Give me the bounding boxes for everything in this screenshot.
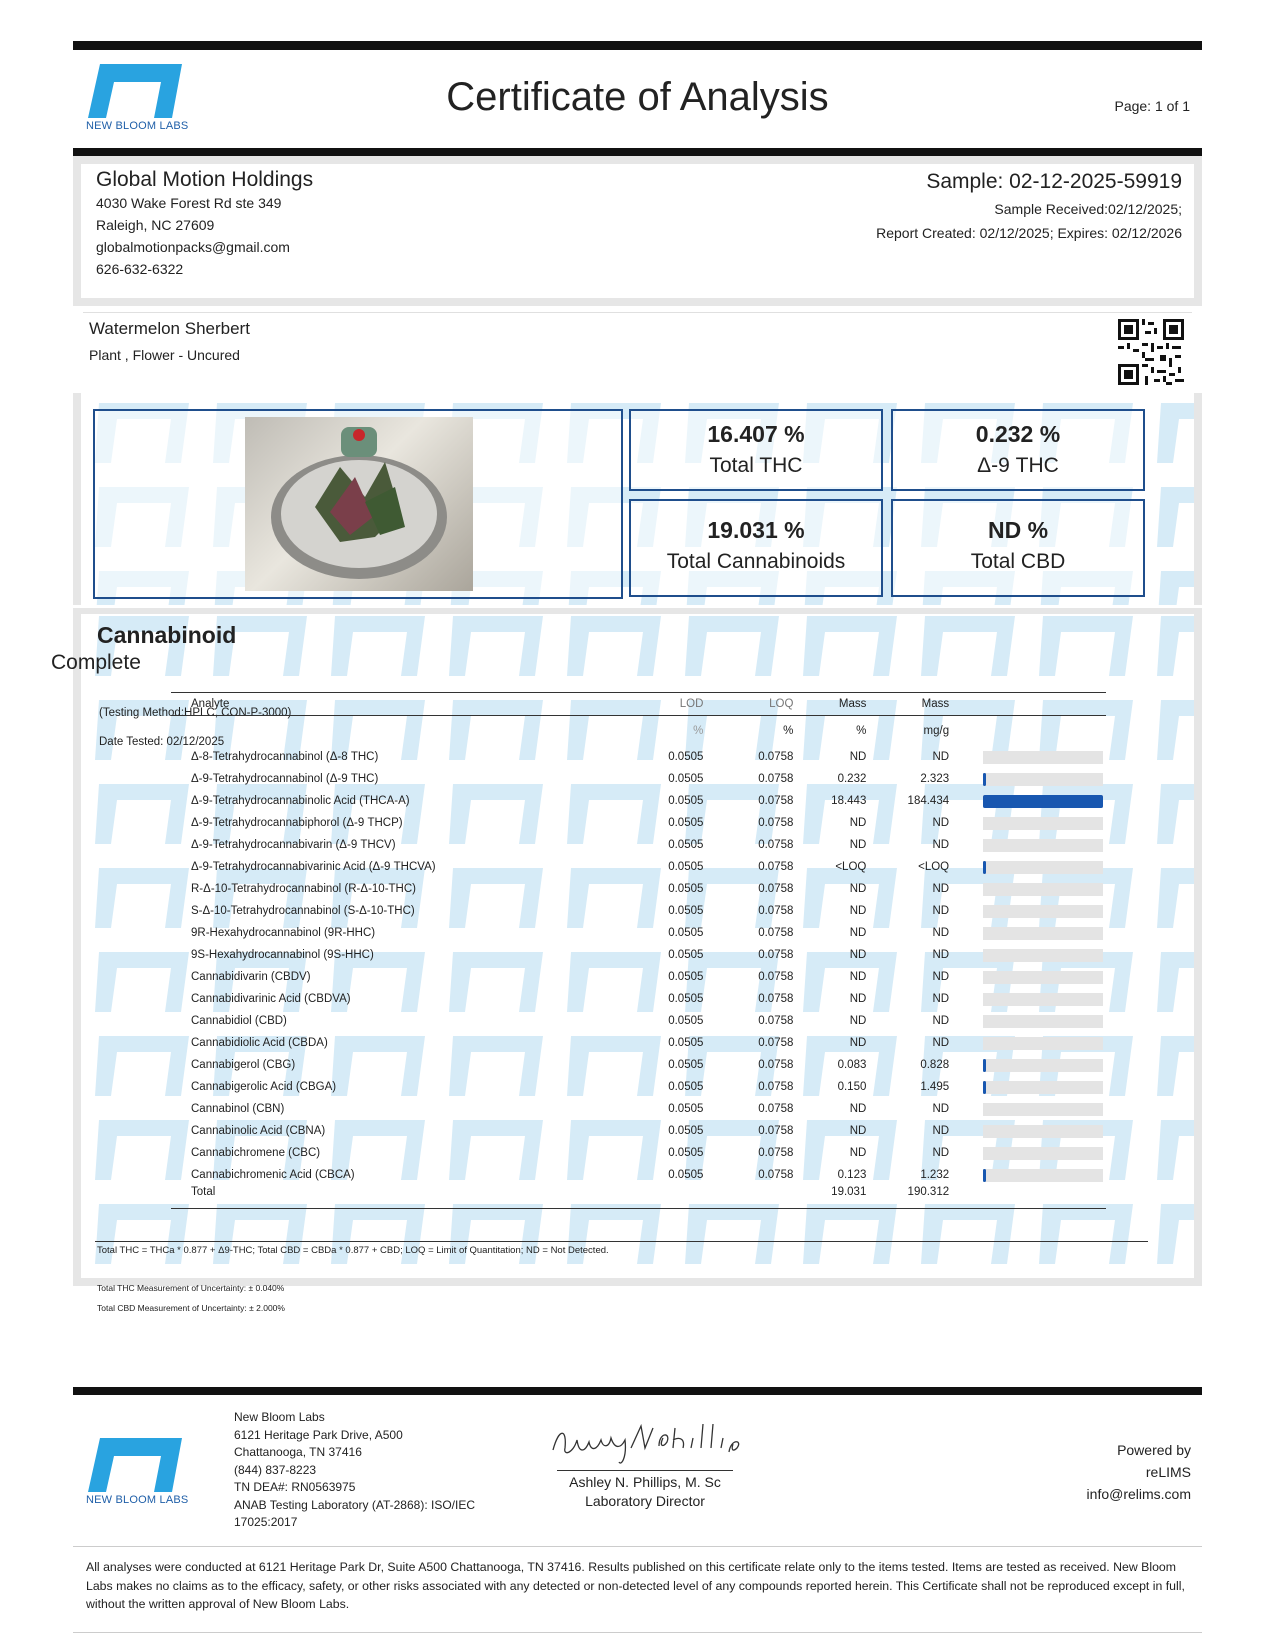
mass-pct-value: ND [849,1015,867,1027]
product-panel [83,312,1192,391]
level-bar-cell [949,1054,1106,1076]
client-phone: 626-632-6322 [96,261,184,277]
level-bar [983,861,1103,874]
table-row [171,1032,1106,1054]
page-title: Certificate of Analysis [446,75,829,119]
level-bar [983,1147,1103,1160]
level-bar [983,1103,1103,1116]
product-type: Plant , Flower - Uncured [89,347,240,363]
table-row [171,900,1106,922]
loq-value: 0.0758 [758,839,794,851]
mass-pct-value: ND [849,1103,867,1115]
col-lod: LOD [679,698,704,710]
uncertainty-cbd: Total CBD Measurement of Uncertainty: ± 2.000% [97,1303,285,1313]
analyte-name: Cannabigerol (CBG) [191,1059,296,1071]
lod-value: 0.0505 [668,861,704,873]
lod-value: 0.0505 [668,949,704,961]
uncertainty-thc: Total THC Measurement of Uncertainty: ± 0.040% [97,1283,285,1293]
table-header-row [171,693,1106,716]
loq-value: 0.0758 [758,1015,794,1027]
mass-pct-value: 0.083 [837,1059,867,1071]
analyte-name: Cannabichromene (CBC) [191,1147,321,1159]
lod-value: 0.0505 [668,905,704,917]
lod-value: 0.0505 [668,751,704,763]
mass-mg-value: ND [932,927,950,939]
analyte-name: Cannabinol (CBN) [191,1103,285,1115]
lod-value: 0.0505 [668,795,704,807]
mass-mg-value: 184.434 [907,795,950,807]
table-row [171,790,1106,812]
lab-line: 6121 Heritage Park Drive, A500 [234,1427,403,1442]
table-row [171,746,1106,768]
d9-thc-value: 0.232 % [975,421,1061,447]
client-card [81,164,1194,298]
client-name: Global Motion Holdings [96,168,314,191]
level-bar [983,817,1103,830]
level-bar-cell [949,966,1106,988]
signature-image [545,1418,745,1468]
mass-pct-value: ND [849,971,867,983]
level-bar-fill [983,773,986,786]
lod-value: 0.0505 [668,1103,704,1115]
signatory-name: Ashley N. Phillips, M. Sc [569,1474,721,1490]
analyte-name: 9R-Hexahydrocannabinol (9R-HHC) [191,927,376,939]
level-bar [983,905,1103,918]
unit-lod: % [693,725,704,737]
table-total-row [171,1186,1106,1209]
footnote: Total THC = THCa * 0.877 + Δ9-THC; Total CBD = CBDa * 0.877 + CBD; LOQ = Limit of Quantitation; ND = Not Detected. [97,1245,609,1256]
lab-address [234,1409,475,1532]
loq-value: 0.0758 [758,1169,794,1181]
mass-pct-value: 18.443 [831,795,867,807]
table-row [171,1164,1106,1186]
mass-mg-value: ND [932,949,950,961]
client-address2: Raleigh, NC 27609 [96,217,215,233]
mass-mg-value: ND [932,1037,950,1049]
col-loq: LOQ [769,698,794,710]
section-status: Complete [51,651,141,674]
client-email: globalmotionpacks@gmail.com [96,239,290,255]
level-bar [983,1037,1103,1050]
lod-value: 0.0505 [668,839,704,851]
lod-value: 0.0505 [668,1059,704,1071]
mass-mg-value: 0.828 [920,1059,950,1071]
cannabinoid-table [171,692,1106,1209]
analyte-name: S-Δ-10-Tetrahydrocannabinol (S-Δ-10-THC) [191,905,415,917]
level-bar-cell [949,1142,1106,1164]
table-row [171,988,1106,1010]
qr-code-icon [1118,319,1184,385]
level-bar [983,795,1103,808]
level-bar-cell [949,856,1106,878]
date-tested: Date Tested: 02/12/2025 [99,736,225,748]
level-bar-fill [983,1081,986,1094]
table-row [171,812,1106,834]
loq-value: 0.0758 [758,971,794,983]
total-cannabinoids-value: 19.031 % [707,517,805,543]
mass-mg-value: 1.232 [920,1169,950,1181]
lod-value: 0.0505 [668,1125,704,1137]
loq-value: 0.0758 [758,905,794,917]
loq-value: 0.0758 [758,993,794,1005]
total-cbd-box [891,499,1145,597]
sample-received: Sample Received:02/12/2025; [994,201,1182,217]
mass-pct-value: ND [849,949,867,961]
mass-mg-value: ND [932,1125,950,1137]
level-bar [983,1169,1103,1182]
lab-line: ANAB Testing Laboratory (AT-2868): ISO/IEC [234,1497,475,1512]
lab-line: TN DEA#: RN0563975 [234,1480,356,1494]
level-bar-fill [983,795,1103,808]
mass-pct-value: ND [849,751,867,763]
total-cbd-value: ND % [987,517,1049,543]
mass-pct-value: <LOQ [835,861,867,873]
unit-bar [949,716,1106,747]
level-bar-cell [949,900,1106,922]
mass-mg-value: ND [932,817,950,829]
mass-pct-value: ND [849,839,867,851]
lod-value: 0.0505 [668,773,704,785]
loq-value: 0.0758 [758,883,794,895]
col-bar [949,693,1106,716]
client-panel [73,156,1202,306]
analyte-name: Δ-9-Tetrahydrocannabiphorol (Δ-9 THCP) [191,817,403,829]
table-row [171,878,1106,900]
loq-value: 0.0758 [758,927,794,939]
disclaimer-rule [73,1546,1202,1547]
mass-mg-value: ND [932,839,950,851]
sample-photo-frame [93,409,623,599]
mass-mg-value: ND [932,1015,950,1027]
loq-value: 0.0758 [758,817,794,829]
analyte-name: R-Δ-10-Tetrahydrocannabinol (R-Δ-10-THC) [191,883,416,895]
mass-pct-value: ND [849,927,867,939]
level-bar [983,1015,1103,1028]
unit-mass-mg: mg/g [923,725,950,737]
loq-value: 0.0758 [758,861,794,873]
loq-value: 0.0758 [758,773,794,785]
lab-line: Chattanooga, TN 37416 [234,1445,362,1459]
mass-pct-value: 0.150 [837,1081,867,1093]
level-bar [983,883,1103,896]
total-thc-value: 16.407 % [707,421,805,447]
table-row [171,1010,1106,1032]
level-bar-cell [949,746,1106,768]
col-mass-mg: Mass [921,698,950,710]
footer-logo [86,1438,206,1506]
col-mass-pct: Mass [838,698,867,710]
logo-text: NEW BLOOM LABS [86,120,189,132]
level-bar-cell [949,944,1106,966]
loq-value: 0.0758 [758,795,794,807]
mass-mg-value: ND [932,751,950,763]
level-bar [983,971,1103,984]
section-heading: Cannabinoid [97,622,237,648]
disclaimer: All analyses were conducted at 6121 Heritage Park Dr, Suite A500 Chattanooga, TN 37416. Results published on this certificate relate only to the items tested. Items are tested as received. New Bloom Labs makes no claims as to the efficacy, safety, or other risks associated with any detected or non-detected level of any compounds reported herein. This Certificate shall not be reproduced except in full, without the written approval of New Bloom Labs. [86,1560,1185,1611]
level-bar [983,1081,1103,1094]
mass-mg-value: ND [932,993,950,1005]
mass-mg-value: ND [932,1103,950,1115]
logo-text: NEW BLOOM LABS [86,1494,189,1506]
mass-mg-value: ND [932,883,950,895]
mass-pct-value: 0.232 [837,773,867,785]
loq-value: 0.0758 [758,1059,794,1071]
analyte-name: Cannabichromenic Acid (CBCA) [191,1169,355,1181]
level-bar-cell [949,1098,1106,1120]
sample-photo [245,417,473,591]
analyte-name: Cannabidiol (CBD) [191,1015,287,1027]
mass-pct-value: ND [849,1147,867,1159]
analyte-name: Cannabidivarinic Acid (CBDVA) [191,993,351,1005]
d9-thc-label: Δ-9 THC [977,454,1059,477]
lod-value: 0.0505 [668,1015,704,1027]
unit-loq: % [783,725,794,737]
powered-by-email[interactable]: info@relims.com [1086,1486,1191,1502]
level-bar-cell [949,1010,1106,1032]
analyte-name: 9S-Hexahydrocannabinol (9S-HHC) [191,949,374,961]
level-bar [983,949,1103,962]
level-bar-cell [949,1164,1106,1186]
table-units-row [171,716,1106,747]
lod-value: 0.0505 [668,1147,704,1159]
total-thc-box [629,409,883,491]
table-row [171,1076,1106,1098]
total-mass-pct: 19.031 [831,1186,867,1198]
lab-line: 17025:2017 [234,1515,298,1529]
summary-panel [73,393,1202,605]
analyte-name: Cannabinolic Acid (CBNA) [191,1125,326,1137]
lod-value: 0.0505 [668,1037,704,1049]
col-analyte: Analyte [191,698,230,710]
table-row [171,768,1106,790]
mass-pct-value: ND [849,1037,867,1049]
level-bar [983,773,1103,786]
loq-value: 0.0758 [758,751,794,763]
total-thc-label: Total THC [709,454,803,477]
loq-value: 0.0758 [758,1081,794,1093]
signatory-title: Laboratory Director [585,1493,705,1509]
level-bar [983,927,1103,940]
total-lod [635,1186,703,1209]
level-bar [983,1125,1103,1138]
analyte-name: Cannabidiolic Acid (CBDA) [191,1037,328,1049]
lod-value: 0.0505 [668,1169,704,1181]
testing-method: (Testing Method:HPLC, CON-P-3000) [99,707,292,719]
analyte-name: Δ-9-Tetrahydrocannabivarinic Acid (Δ-9 THCVA) [191,861,436,873]
loq-value: 0.0758 [758,1147,794,1159]
page-number: Page: 1 of 1 [1114,98,1190,114]
level-bar-cell [949,1032,1106,1054]
mass-mg-value: ND [932,971,950,983]
analyte-name: Cannabigerolic Acid (CBGA) [191,1081,337,1093]
table-row [171,1054,1106,1076]
total-cannabinoids-box [629,499,883,597]
mass-pct-value: ND [849,1125,867,1137]
table-row [171,944,1106,966]
d9-thc-box [891,409,1145,491]
level-bar-cell [949,1076,1106,1098]
analyte-name: Cannabidivarin (CBDV) [191,971,311,983]
report-dates: Report Created: 02/12/2025; Expires: 02/12/2026 [876,225,1182,241]
powered-by [1087,1439,1191,1505]
top-rule [73,41,1202,50]
mass-pct-value: ND [849,817,867,829]
mass-mg-value: <LOQ [918,861,950,873]
level-bar-fill [983,1059,986,1072]
mass-pct-value: ND [849,993,867,1005]
cannabinoid-panel [51,608,1202,1313]
signature-block [545,1418,745,1509]
mass-pct-value: 0.123 [837,1169,867,1181]
bottom-rule [73,1632,1202,1633]
unit-analyte [171,716,635,747]
lod-value: 0.0505 [668,927,704,939]
total-cannabinoids-label: Total Cannabinoids [666,550,846,573]
powered-by-brand: reLIMS [1145,1464,1191,1480]
lab-line: (844) 837-8223 [234,1462,317,1477]
total-loq [703,1186,793,1209]
lod-value: 0.0505 [668,817,704,829]
table-body [171,746,1106,1186]
table-row [171,834,1106,856]
level-bar-cell [949,878,1106,900]
sample-id: Sample: 02-12-2025-59919 [926,170,1182,193]
analyte-name: Δ-8-Tetrahydrocannabinol (Δ-8 THC) [191,751,379,763]
lod-value: 0.0505 [668,971,704,983]
table-row [171,1120,1106,1142]
loq-value: 0.0758 [758,1125,794,1137]
footer-rule [73,1387,1202,1395]
level-bar [983,839,1103,852]
analyte-name: Δ-9-Tetrahydrocannabinol (Δ-9 THC) [191,773,379,785]
level-bar-cell [949,922,1106,944]
table-row [171,1142,1106,1164]
level-bar-fill [983,861,986,874]
sample-info [876,170,1182,244]
level-bar [983,1059,1103,1072]
total-bar [949,1186,1106,1209]
total-mass-mg: 190.312 [907,1186,950,1198]
mass-mg-value: ND [932,905,950,917]
client-info [96,168,313,280]
level-bar-cell [949,768,1106,790]
level-bar [983,993,1103,1006]
product-name: Watermelon Sherbert [89,319,250,338]
lab-line: New Bloom Labs [234,1410,325,1424]
unit-mass-pct: % [856,725,867,737]
analyte-name: Δ-9-Tetrahydrocannabinolic Acid (THCA-A) [191,795,410,807]
loq-value: 0.0758 [758,1037,794,1049]
level-bar-cell [949,834,1106,856]
logo-mark-icon [86,1438,182,1492]
table-row [171,922,1106,944]
table-row [171,966,1106,988]
analyte-name: Δ-9-Tetrahydrocannabivarin (Δ-9 THCV) [191,839,396,851]
table-row [171,856,1106,878]
mass-mg-value: 2.323 [920,773,950,785]
level-bar-fill [983,1169,986,1182]
loq-value: 0.0758 [758,1103,794,1115]
lod-value: 0.0505 [668,883,704,895]
loq-value: 0.0758 [758,949,794,961]
total-cbd-label: Total CBD [970,550,1066,573]
total-label: Total [191,1186,216,1198]
level-bar [983,751,1103,764]
table-row [171,1098,1106,1120]
level-bar-cell [949,988,1106,1010]
mass-mg-value: 1.495 [920,1081,950,1093]
mass-pct-value: ND [849,883,867,895]
powered-by-label: Powered by [1117,1442,1191,1458]
level-bar-cell [949,1120,1106,1142]
level-bar-cell [949,812,1106,834]
header-rule [73,148,1202,156]
level-bar-cell [949,790,1106,812]
mass-mg-value: ND [932,1147,950,1159]
client-address1: 4030 Wake Forest Rd ste 349 [96,195,282,211]
lod-value: 0.0505 [668,993,704,1005]
mass-pct-value: ND [849,905,867,917]
lod-value: 0.0505 [668,1081,704,1093]
